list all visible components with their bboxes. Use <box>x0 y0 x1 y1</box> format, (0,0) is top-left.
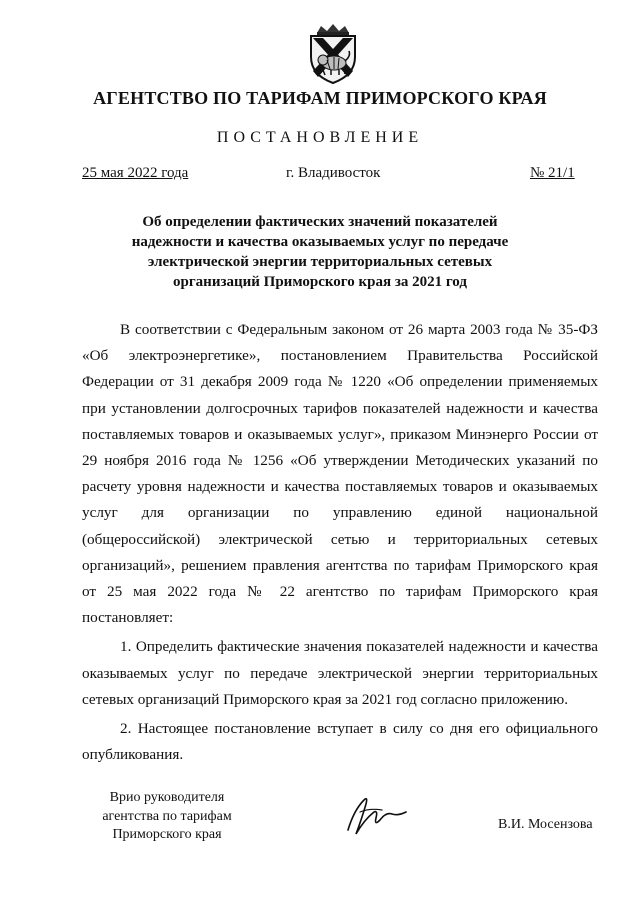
signer-position <box>82 789 252 845</box>
document-title: Об определении фактических значений показателей надежности и качества оказываемых услуг по передаче электрической энергии территориальных сетевых организаций Приморского края за 2021 год <box>131 214 509 290</box>
document-city: г. Владивосток <box>286 165 381 181</box>
document-type: ПОСТАНОВЛЕНИЕ <box>216 129 424 146</box>
handwritten-signature <box>340 790 410 840</box>
body-paragraph-preamble: В соответствии с Федеральным законом от 26 марта 2003 года № 35-ФЗ «Об электроэнергетике», постановлением Правительства Российской Федерации от 31 декабря 2009 года № 1220 «Об определении применяемых при установлении долгосрочных тарифов показателей надежности и качества поставляемых товаров и оказываемых услуг», приказом Минэнерго России от 29 ноября 2016 года № 1256 «Об утверждении Методических указаний по расчету уровня надежности и качества поставляемых товаров и оказываемых услуг для организации по управлению единой национальной (общероссийской) электрической сетью и территориальных сетевых организаций», решением правления агентства по тарифам Приморского края от 25 мая 2022 года № 22 агентство по тарифам Приморского края постановляет: <box>82 321 598 627</box>
body-paragraph-2: 2. Настоящее постановление вступает в силу со дня его официального опубликования. <box>82 720 598 764</box>
body-paragraph-1: 1. Определить фактические значения показателей надежности и качества оказываемых услуг по передаче электрической энергии территориальных сетевых организаций Приморского края за 2021 год согласно приложению. <box>82 638 598 708</box>
coat-of-arms-icon <box>301 23 365 85</box>
document-date: 25 мая 2022 года <box>82 165 189 181</box>
signer-position-line: агентства по тарифам <box>102 808 232 824</box>
document-number: № 21/1 <box>530 165 575 181</box>
signer-position-line: Врио руководителя <box>109 790 225 805</box>
document-body <box>82 317 598 768</box>
signer-name: В.И. Мосензова <box>498 817 593 832</box>
signer-position-line: Приморского края <box>112 827 222 842</box>
agency-name: АГЕНТСТВО ПО ТАРИФАМ ПРИМОРСКОГО КРАЯ <box>93 88 547 108</box>
